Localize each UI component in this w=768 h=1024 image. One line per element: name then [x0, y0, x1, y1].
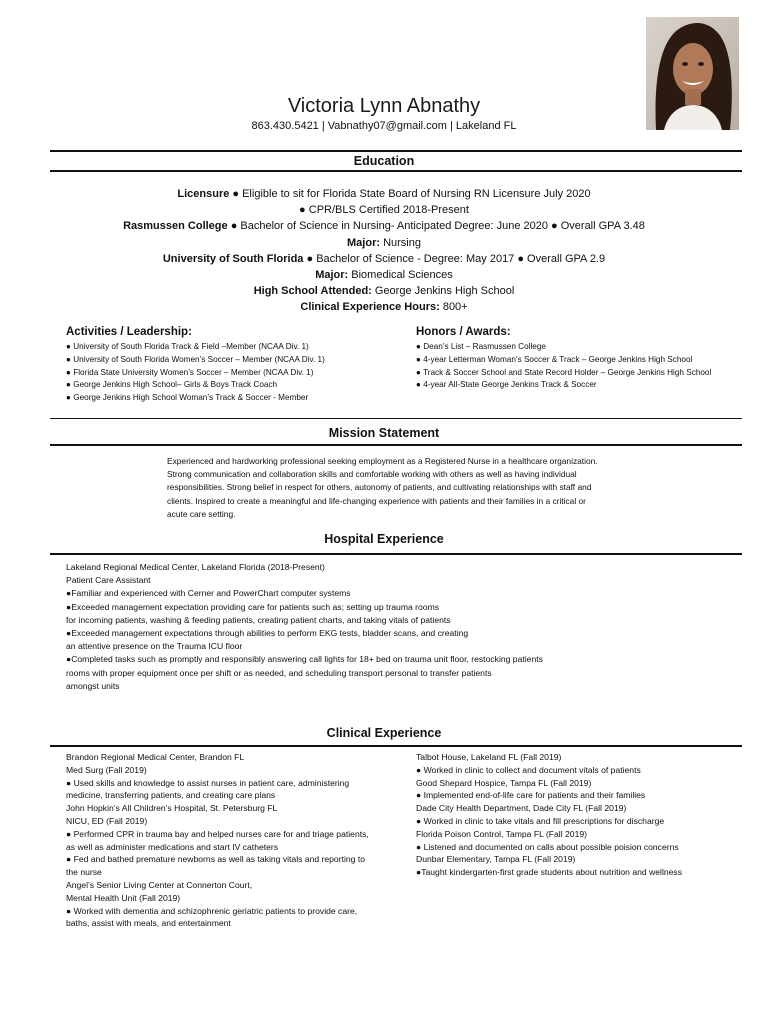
mission-line: responsibilities. Strong belief in respect for others, autonomy of patients, and cultivating relationships with staff and	[167, 482, 592, 493]
activities-list	[66, 341, 325, 405]
mission-heading: Mission Statement	[328, 426, 440, 440]
experience-line: Good Shepard Hospice, Tampa FL (Fall 2019)	[416, 777, 592, 788]
mission-line: Experienced and hardworking professional seeking employment as a Registered Nurse in a healthcare organization.	[167, 456, 598, 466]
experience-line: Patient Care Assistant	[66, 575, 151, 586]
experience-line: ●Completed tasks such as promptly and responsibly answering call lights for 18+ bed on trauma unit floor, restocking patients	[66, 654, 543, 665]
experience-line: NICU, ED (Fall 2019)	[66, 815, 148, 826]
hospital-heading: Hospital Experience	[324, 532, 444, 546]
experience-line: Med Surg (Fall 2019)	[66, 764, 147, 775]
divider	[50, 418, 742, 419]
hospital-experience	[66, 561, 543, 693]
mission-statement	[167, 455, 667, 521]
honors-list	[416, 341, 711, 392]
education-block	[0, 188, 768, 318]
divider	[50, 170, 742, 172]
experience-line: ● Implemented end-of-life care for patients and their families	[416, 790, 646, 801]
experience-line: ● Performed CPR in trauma bay and helped nurses care for and triage patients,	[66, 828, 369, 839]
education-line: ● CPR/BLS Certified 2018-Present	[299, 204, 469, 217]
clinical-heading: Clinical Experience	[326, 726, 442, 740]
divider	[50, 150, 742, 152]
experience-line: ● Worked in clinic to collect and document vitals of patients	[416, 764, 641, 775]
activities-heading: Activities / Leadership:	[66, 326, 192, 338]
list-item: ● University of South Florida Track & Field –Member (NCAA Div. 1)	[66, 342, 309, 351]
experience-line: Angel’s Senior Living Center at Connerton Court,	[66, 879, 253, 890]
education-line: University of South Florida ● Bachelor of Science - Degree: May 2017 ● Overall GPA 2.9	[162, 252, 606, 265]
experience-line: as well as administer medications and start IV catheters	[66, 841, 279, 852]
education-heading: Education	[353, 154, 415, 168]
education-line: High School Attended: George Jenkins High School	[253, 285, 515, 298]
experience-line: ●Familiar and experienced with Cerner and PowerChart computer systems	[66, 588, 351, 599]
mission-line: clients. Inspired to create a meaningful and life-changing experience with patients and their families in a critical or	[167, 495, 586, 506]
education-line: Rasmussen College ● Bachelor of Science in Nursing- Anticipated Degree: June 2020 ● Overall GPA 3.48	[123, 220, 645, 233]
experience-line: rooms with proper equipment once per shift or as needed, and scheduling transport personal to transfer patients	[66, 667, 492, 678]
list-item: ● George Jenkins High School Woman’s Track & Soccer - Member	[66, 393, 309, 403]
list-item: ● Track & Soccer School and State Record Holder – George Jenkins High School	[416, 367, 712, 377]
clinical-left-column	[66, 751, 369, 930]
experience-line: ●Exceeded management expectations through abilities to perform EKG tests, bladder scans, and creating	[66, 627, 469, 638]
experience-line: Dunbar Elementary, Tampa FL (Fall 2019)	[416, 854, 576, 865]
list-item: ● George Jenkins High School– Girls & Boys Track Coach	[66, 380, 278, 390]
contact-info: 863.430.5421 | Vabnathy07@gmail.com | Lakeland FL	[251, 120, 517, 132]
experience-line: John Hopkin’s All Children’s Hospital, St. Petersburg FL	[66, 803, 278, 814]
mission-line: Strong communication and collaboration skills and comfortable working with others as well as having individual	[167, 469, 577, 480]
education-line: Clinical Experience Hours: 800+	[300, 301, 468, 314]
experience-line: medicine, transferring patients, and creating care plans	[66, 790, 276, 801]
experience-line: ● Worked with dementia and schizophrenic geriatric patients to provide care,	[66, 905, 358, 916]
candidate-name: Victoria Lynn Abnathy	[287, 95, 481, 117]
list-item: ● University of South Florida Women’s Soccer – Member (NCAA Div. 1)	[66, 354, 325, 364]
experience-line: ● Worked in clinic to take vitals and fill prescriptions for discharge	[416, 815, 665, 826]
clinical-right-column	[416, 751, 682, 879]
experience-line: Brandon Regional Medical Center, Brandon FL	[66, 752, 245, 762]
education-line: Licensure ● Eligible to sit for Florida State Board of Nursing RN Licensure July 2020	[177, 188, 591, 200]
experience-line: amongst units	[66, 680, 120, 691]
experience-line: ●Taught kindergarten-first grade students about nutrition and wellness	[416, 867, 683, 878]
experience-line: ● Listened and documented on calls about possible poision concerns	[416, 841, 679, 852]
experience-line: ● Fed and bathed premature newborns as well as taking vitals and reporting to	[66, 854, 365, 865]
list-item: ● 4-year All-State George Jenkins Track & Soccer	[416, 380, 597, 390]
experience-line: ● Used skills and knowledge to assist nurses in patient care, administering	[66, 777, 350, 788]
divider	[50, 444, 742, 446]
education-line: Major: Biomedical Sciences	[315, 268, 453, 281]
list-item: ● Florida State University Women’s Soccer – Member (NCAA Div. 1)	[66, 367, 314, 377]
experience-line: for incoming patients, washing & feeding patients, creating patient charts, and taking vitals of patients	[66, 614, 451, 625]
experience-line: Lakeland Regional Medical Center, Lakeland Florida (2018-Present)	[66, 562, 325, 572]
experience-line: ●Exceeded management expectation providing care for patients such as; setting up trauma rooms	[66, 601, 440, 612]
experience-line: an attentive presence on the Trauma ICU floor	[66, 641, 243, 652]
divider	[50, 553, 742, 555]
education-line: Major: Nursing	[347, 236, 421, 249]
experience-line: Florida Poison Control, Tampa FL (Fall 2019)	[416, 828, 587, 839]
list-item: ● Dean’s List – Rasmussen College	[416, 342, 546, 351]
honors-heading: Honors / Awards:	[416, 326, 511, 338]
list-item: ● 4-year Letterman Woman’s Soccer & Track – George Jenkins High School	[416, 354, 693, 364]
experience-line: Mental Health Unit (Fall 2019)	[66, 892, 181, 903]
experience-line: baths, assist with meals, and entertainment	[66, 918, 231, 929]
experience-line: Dade City Health Department, Dade City FL (Fall 2019)	[416, 803, 627, 814]
mission-line: acute care setting.	[167, 508, 236, 519]
divider	[50, 745, 742, 747]
experience-line: the nurse	[66, 867, 102, 878]
experience-line: Talbot House, Lakeland FL (Fall 2019)	[416, 752, 562, 762]
